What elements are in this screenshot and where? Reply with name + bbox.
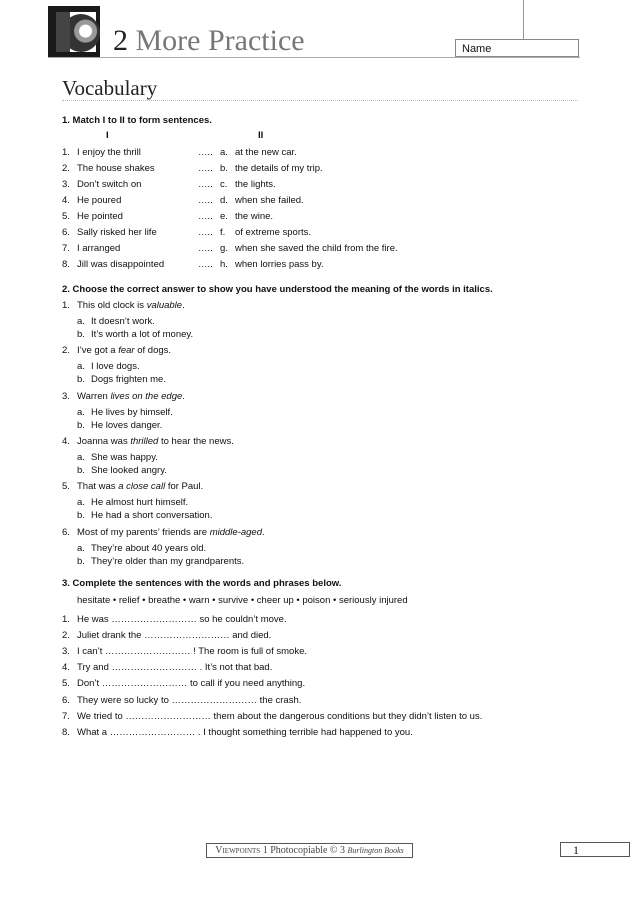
ex2-italic-phrase: lives on the edge (110, 390, 183, 402)
ex1-item-letter: h. (220, 259, 228, 270)
ex1-instruction: 1. Match I to II to form sentences. (62, 115, 212, 126)
ex1-item-left: Don’t switch on (77, 179, 142, 190)
ex2-option-b: They’re older than my grandparents. (91, 555, 245, 567)
ex3-word-bank: hesitate • relief • breathe • warn • survive • cheer up • poison • seriously injured (77, 595, 408, 606)
ex1-answer-blank: ….. (198, 211, 213, 222)
ex1-item-number: 5. (62, 211, 70, 222)
ex1-item-letter: b. (220, 163, 228, 174)
ex2-option-b: He loves danger. (91, 419, 163, 431)
ex1-item-number: 1. (62, 147, 70, 158)
ex2-option-b-label: b. (77, 419, 85, 431)
ex1-col1-label: I (106, 130, 109, 141)
ex3-item-number: 1. (62, 614, 70, 625)
ex2-option-b-label: b. (77, 374, 85, 386)
ex2-question: Joanna was thrilled to hear the news. (77, 435, 234, 447)
ex3-item-number: 6. (62, 694, 70, 706)
ex1-item-right: when she saved the child from the fire. (235, 243, 398, 254)
page-number: 1 (560, 842, 630, 857)
ex3-item-number: 3. (62, 646, 70, 658)
ex1-item-number: 2. (62, 163, 70, 174)
unit-name: More Practice (135, 24, 305, 57)
header-divider (523, 0, 524, 40)
ex2-option-a-label: a. (77, 451, 85, 463)
footer-photocopiable: Photocopiable (270, 845, 328, 856)
ex1-item-right: the lights. (235, 179, 276, 190)
ex1-item-letter: d. (220, 195, 228, 206)
ex2-question-number: 2. (62, 345, 70, 357)
footer-series: Viewpoints (215, 845, 261, 856)
ex1-item-left: I arranged (77, 243, 121, 254)
ex2-option-b: It’s worth a lot of money. (91, 329, 194, 340)
ex1-answer-blank: ….. (198, 195, 213, 206)
ex3-sentence: Don’t ……………………… to call if you need anything. (77, 678, 306, 690)
ex1-item-number: 4. (62, 195, 70, 206)
ex1-answer-blank: ….. (198, 163, 213, 174)
ex2-option-b-label: b. (77, 464, 85, 476)
ex1-item-letter: a. (220, 147, 228, 158)
ex2-option-a: They’re about 40 years old. (91, 542, 207, 554)
ex1-item-letter: g. (220, 243, 228, 254)
ex2-question: Most of my parents’ friends are middle-aged. (77, 526, 265, 538)
ex1-item-left: Jill was disappointed (77, 259, 165, 270)
ex2-instruction: 2. Choose the correct answer to show you have understood the meaning of the words in italics. (62, 284, 493, 295)
ex2-option-a: He lives by himself. (91, 406, 173, 418)
ex1-item-right: of extreme sports. (235, 227, 312, 238)
ex3-item-number: 2. (62, 630, 70, 642)
ex2-italic-phrase: valuable (146, 300, 183, 311)
ex2-question: That was a close call for Paul. (77, 481, 204, 493)
ex1-item-number: 3. (62, 179, 70, 190)
ex1-item-right: the details of my trip. (235, 163, 323, 174)
ex1-item-left: He pointed (77, 211, 123, 222)
ex2-question: Warren lives on the edge. (77, 390, 185, 402)
ex1-answer-blank: ….. (198, 147, 213, 158)
footer-credit (206, 843, 413, 858)
ex1-item-left: The house shakes (77, 163, 155, 174)
ex2-italic-phrase: thrilled (130, 435, 159, 447)
ex2-question-number: 4. (62, 435, 70, 447)
ex1-item-right: the wine. (235, 211, 274, 222)
ex1-item-left: I enjoy the thrill (77, 147, 141, 158)
ex2-question-number: 5. (62, 481, 70, 493)
ex1-item-letter: f. (220, 227, 226, 238)
ex2-option-b-label: b. (77, 329, 85, 340)
ex2-option-b: Dogs frighten me. (91, 374, 166, 386)
ex2-option-a: She was happy. (91, 451, 158, 463)
ex2-question: This old clock is valuable. (77, 300, 185, 311)
ex3-item-number: 8. (62, 726, 70, 738)
ex2-option-b-label: b. (77, 510, 85, 522)
ex3-sentence: Juliet drank the ……………………… and died. (77, 630, 272, 642)
ex2-italic-phrase: fear (118, 345, 135, 357)
ex1-item-left: He poured (77, 195, 122, 206)
ex1-answer-blank: ….. (198, 227, 213, 238)
ex2-question-number: 3. (62, 390, 70, 402)
name-field[interactable] (455, 39, 579, 57)
ex3-item-number: 7. (62, 710, 70, 722)
ex2-option-a-label: a. (77, 316, 85, 327)
ex1-answer-blank: ….. (198, 243, 213, 254)
ex3-sentence: I can’t ……………………… ! The room is full of smoke. (77, 646, 307, 658)
ex1-item-right: when lorries pass by. (235, 259, 324, 270)
ex2-question-number: 1. (62, 300, 70, 311)
ex1-answer-blank: ….. (198, 259, 213, 270)
ex2-option-a: I love dogs. (91, 361, 140, 373)
ex2-option-b: She looked angry. (91, 464, 167, 476)
ex3-item-number: 5. (62, 678, 70, 690)
ex2-option-b: He had a short conversation. (91, 510, 213, 522)
ex3-sentence: We tried to ……………………… them about the dangerous conditions but they didn’t listen to us. (77, 710, 483, 722)
ex1-item-number: 8. (62, 259, 70, 270)
unit-number: 2 (113, 24, 128, 57)
ex2-option-a: It doesn’t work. (91, 316, 155, 327)
footer-publisher: Burlington Books (347, 846, 404, 855)
ex2-italic-phrase: a close call (118, 481, 166, 493)
footer-copyright: © 3 (329, 845, 346, 856)
ex1-item-number: 6. (62, 227, 70, 238)
name-label: Name (462, 43, 492, 55)
ex1-col2-label: II (258, 130, 264, 141)
ex3-sentence: What a ……………………… . I thought something terrible had happened to you. (77, 726, 413, 738)
ex2-option-a-label: a. (77, 497, 85, 509)
ex1-item-right: when she failed. (235, 195, 304, 206)
ex2-option-a-label: a. (77, 406, 85, 418)
ex3-sentence: They were so lucky to ……………………… the crash. (77, 694, 302, 706)
footer-level: 1 (262, 845, 268, 856)
ex1-item-left: Sally risked her life (77, 227, 157, 238)
ex3-sentence: Try and ……………………… . It’s not that bad. (77, 662, 273, 674)
ex1-answer-blank: ….. (198, 179, 213, 190)
header-rule (48, 57, 580, 58)
ex1-item-letter: e. (220, 211, 228, 222)
ex2-option-b-label: b. (77, 555, 85, 567)
ex2-question-number: 6. (62, 526, 70, 538)
ex1-item-right: at the new car. (235, 147, 297, 158)
ex3-item-number: 4. (62, 662, 70, 674)
unit-logo-band (56, 12, 70, 52)
ex2-option-a-label: a. (77, 361, 85, 373)
ex2-italic-phrase: middle-aged (209, 526, 262, 538)
ex2-option-a-label: a. (77, 542, 85, 554)
section-rule (62, 100, 578, 101)
ex3-sentence: He was ……………………… so he couldn’t move. (77, 614, 287, 625)
ex1-item-number: 7. (62, 243, 70, 254)
section-title: Vocabulary (62, 76, 158, 100)
ex1-item-letter: c. (220, 179, 228, 190)
ex2-question: I’ve got a fear of dogs. (77, 345, 172, 357)
ex3-instruction: 3. Complete the sentences with the words and phrases below. (62, 578, 342, 589)
unit-title (113, 24, 305, 58)
ex2-option-a: He almost hurt himself. (91, 497, 189, 509)
